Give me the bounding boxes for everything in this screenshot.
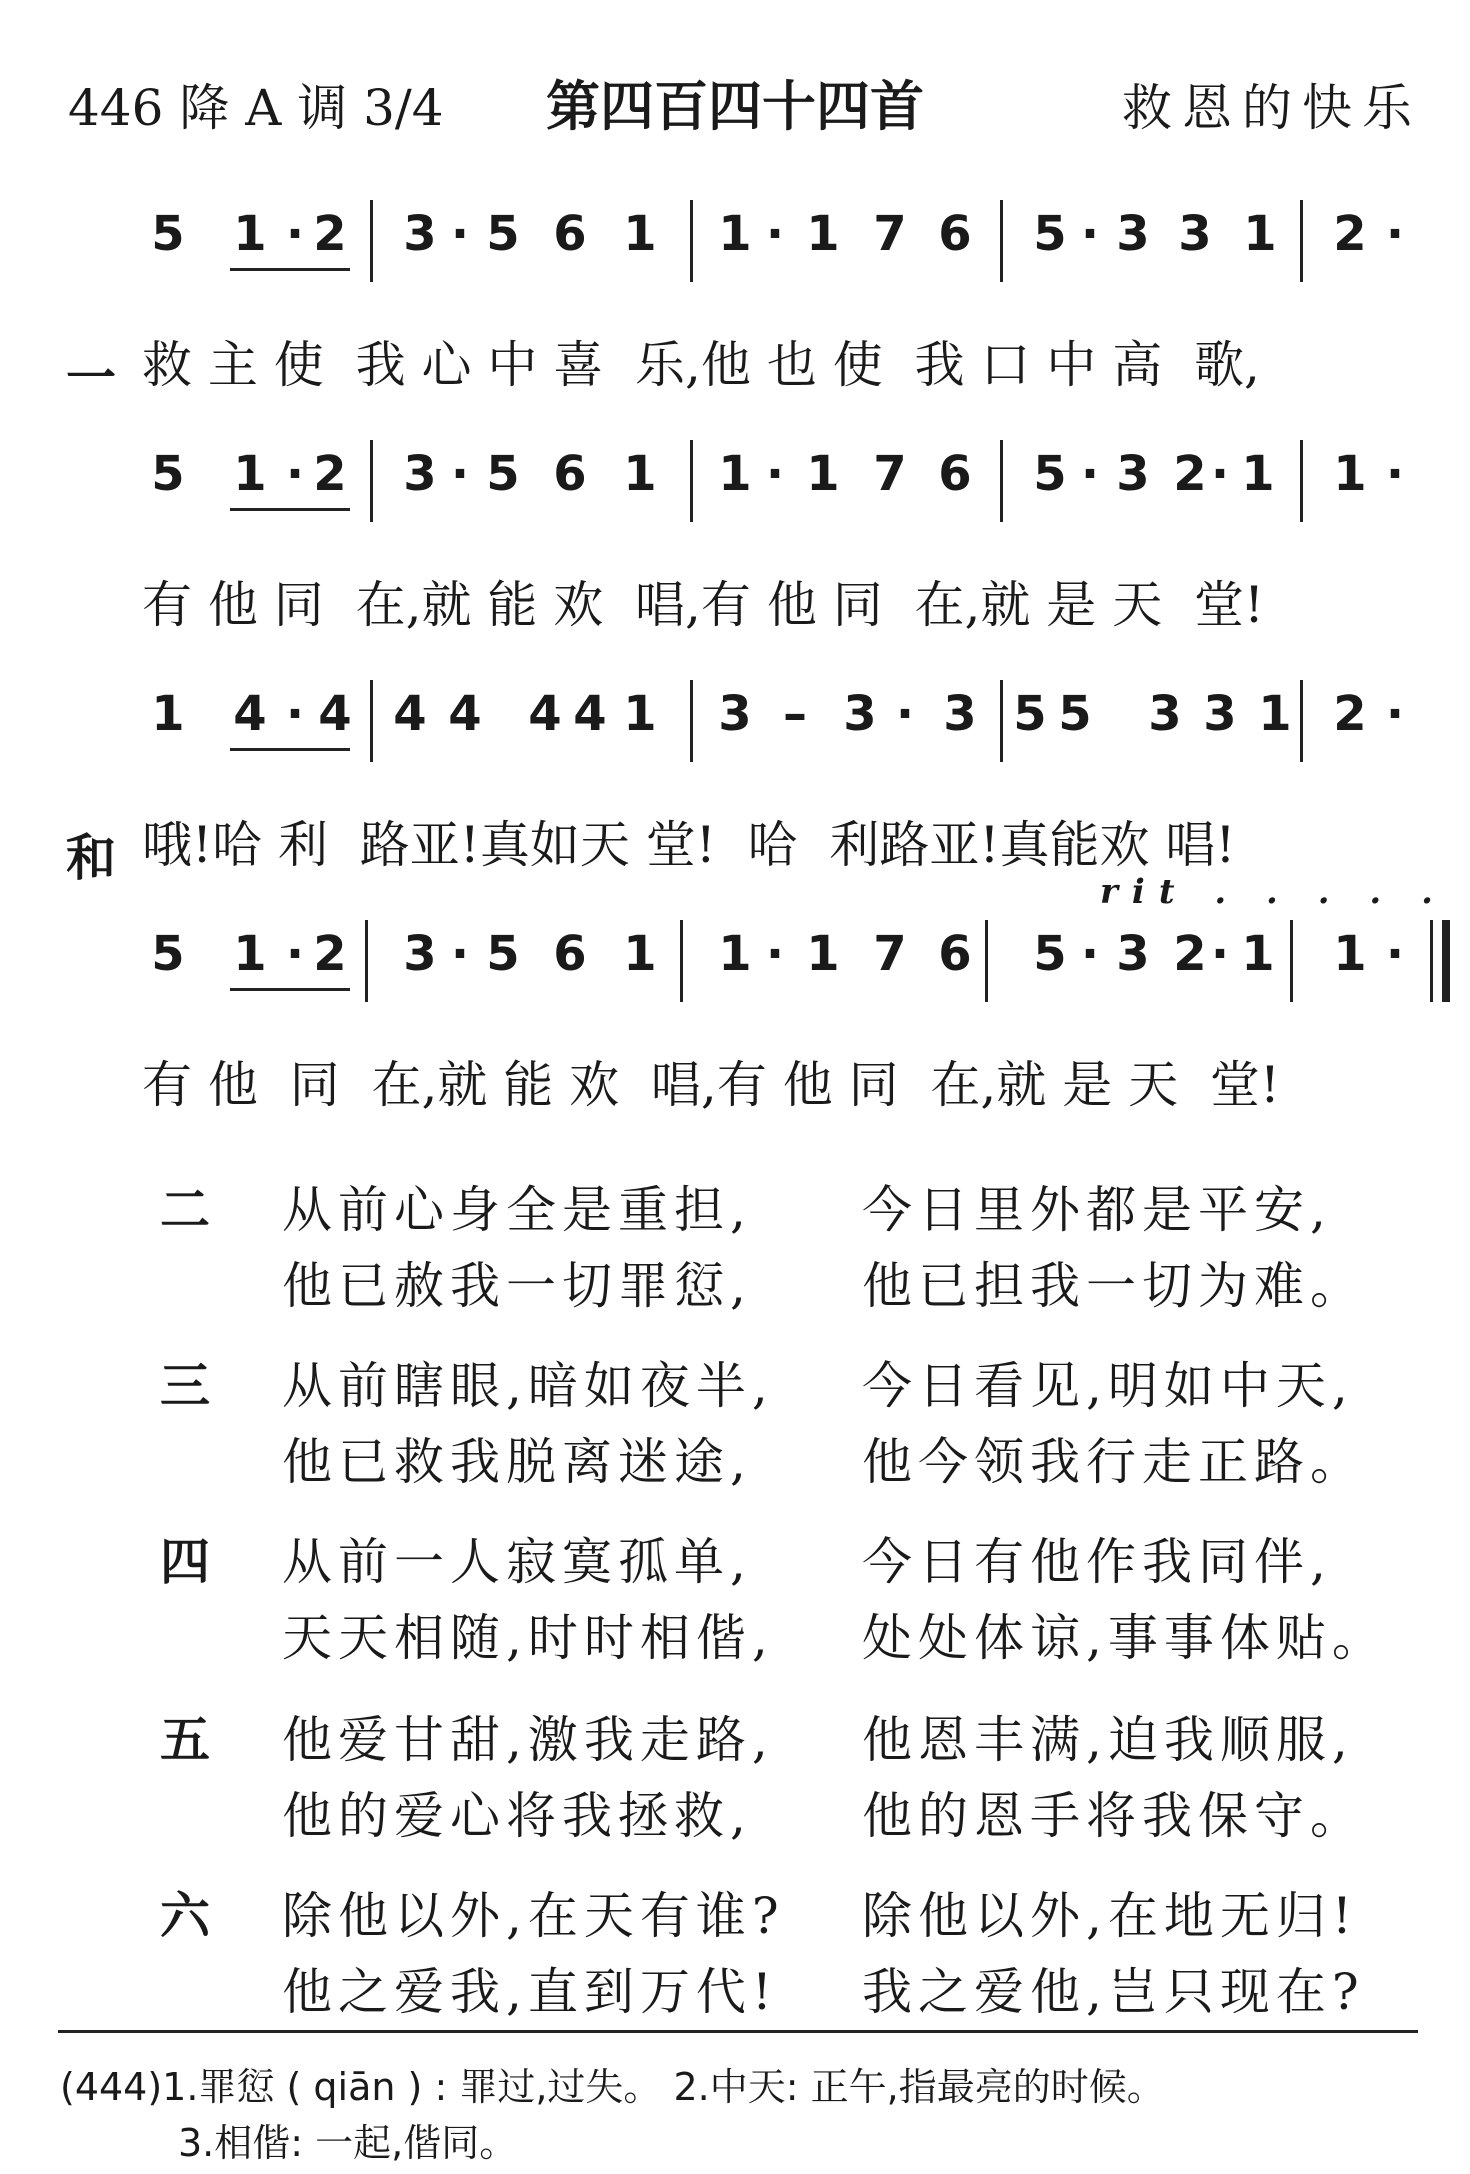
jianpu-note: 3 [1116, 206, 1150, 262]
jianpu-note: 1 [806, 926, 840, 982]
jianpu-note: 3 [718, 686, 752, 742]
verse-line: 他已赦我一切罪愆, [282, 1257, 752, 1315]
jianpu-note: 1 [1258, 686, 1292, 742]
jianpu-note: · [895, 686, 915, 742]
beam-underline [230, 508, 350, 511]
barline [680, 920, 683, 1002]
footnote-line: (444)1.罪愆 ( qiān ) : 罪过,过失。 2.中天: 正午,指最亮的时候。 [60, 2065, 1165, 2109]
barline [1300, 200, 1303, 282]
verse-number: 和 [66, 829, 116, 887]
jianpu-note: 1 [806, 206, 840, 262]
jianpu-note: · [765, 206, 785, 262]
jianpu-note: 6 [553, 926, 587, 982]
jianpu-note: 5 [486, 446, 520, 502]
jianpu-note: 2 [1333, 686, 1367, 742]
jianpu-note: · [1385, 446, 1405, 502]
jianpu-note: 6 [938, 446, 972, 502]
jianpu-note: · [1080, 206, 1100, 262]
jianpu-note: 4 [448, 686, 482, 742]
jianpu-note: 7 [873, 926, 907, 982]
jianpu-note: 1 [806, 446, 840, 502]
jianpu-note: 3 [403, 206, 437, 262]
jianpu-note: 1 [233, 926, 267, 982]
jianpu-note: 1 [623, 686, 657, 742]
hymn-key-info: 446 降 A 调 3/4 [68, 79, 444, 137]
verse-line: 从前一人寂寞孤单, [282, 1533, 752, 1591]
hymn-subtitle: 救恩的快乐 [1122, 79, 1422, 137]
jianpu-note: · [1385, 686, 1405, 742]
jianpu-note: 1 [718, 446, 752, 502]
jianpu-note: 4 [573, 686, 607, 742]
jianpu-note: 3 [1116, 446, 1150, 502]
verse-line: 从前瞎眼,暗如夜半, [282, 1357, 774, 1415]
verse-line: 我之爱他,岂只现在? [862, 1963, 1365, 2021]
jianpu-note: · [1210, 446, 1230, 502]
verse-line: 除他以外,在地无归! [862, 1887, 1358, 1945]
jianpu-note: 1 [233, 206, 267, 262]
jianpu-note: · [1385, 206, 1405, 262]
barline [690, 680, 693, 762]
verse-line: 他的恩手将我保守。 [862, 1787, 1366, 1845]
jianpu-note: 2 [313, 206, 347, 262]
jianpu-note: 1 [718, 926, 752, 982]
jianpu-note: 2 [1333, 206, 1367, 262]
barline [1000, 200, 1003, 282]
jianpu-note: 5 [486, 206, 520, 262]
jianpu-note: 3 [1148, 686, 1182, 742]
barline [370, 680, 373, 762]
jianpu-note: 3 [1178, 206, 1212, 262]
jianpu-note: 5 [1033, 206, 1067, 262]
jianpu-note: 2 [313, 926, 347, 982]
jianpu-note: 4 [318, 686, 352, 742]
jianpu-note: 5 [1058, 686, 1092, 742]
jianpu-note: – [783, 686, 807, 742]
barline [690, 200, 693, 282]
jianpu-note: 7 [873, 206, 907, 262]
jianpu-note: 6 [938, 926, 972, 982]
verse-line: 今日有他作我同伴, [862, 1533, 1332, 1591]
jianpu-note: 6 [553, 446, 587, 502]
jianpu-note: 3 [843, 686, 877, 742]
jianpu-note: 1 [1241, 446, 1275, 502]
ritardando-marking: rit . . . . . [1100, 872, 1447, 912]
barline [1000, 440, 1003, 522]
beam-underline [230, 748, 350, 751]
jianpu-note: · [765, 926, 785, 982]
barline [1300, 680, 1303, 762]
jianpu-note: 2 [1173, 446, 1207, 502]
verse-line: 他已救我脱离迷途, [282, 1433, 752, 1491]
lyric-line: 哦!哈 利 路亚!真如天 堂! 哈 利路亚!真能欢 唱! [142, 816, 1236, 874]
verse-line: 除他以外,在天有谁? [282, 1887, 785, 1945]
jianpu-note: 3 [403, 446, 437, 502]
barline [690, 440, 693, 522]
jianpu-note: · [450, 926, 470, 982]
hymn-title: 第四百四十四首 [546, 75, 924, 138]
jianpu-note: 5 [151, 926, 185, 982]
jianpu-note: 3 [1203, 686, 1237, 742]
lyric-line: 救 主 使 我 心 中 喜 乐,他 也 使 我 口 中 高 歌, [142, 336, 1260, 394]
jianpu-note: · [450, 206, 470, 262]
verse-line: 他之爱我,直到万代! [282, 1963, 778, 2021]
verse-line: 他已担我一切为难。 [862, 1257, 1366, 1315]
jianpu-note: · [285, 446, 305, 502]
lyric-line: 有 他 同 在,就 能 欢 唱,有 他 同 在,就 是 天 堂! [142, 1056, 1280, 1114]
verse-number: 五 [160, 1711, 210, 1769]
jianpu-note: 6 [553, 206, 587, 262]
jianpu-note: 2 [1173, 926, 1207, 982]
verse-line: 他今领我行走正路。 [862, 1433, 1366, 1491]
jianpu-note: 1 [1241, 926, 1275, 982]
verse-number: 四 [160, 1533, 210, 1591]
beam-underline [230, 988, 350, 991]
jianpu-note: · [1385, 926, 1405, 982]
barline [1290, 920, 1293, 1002]
verse-line: 天天相随,时时相偕, [282, 1609, 774, 1667]
verse-line: 处处体谅,事事体贴。 [862, 1609, 1388, 1667]
jianpu-note: 1 [718, 206, 752, 262]
verse-number: 三 [160, 1357, 210, 1415]
footnote-divider [58, 2030, 1418, 2033]
verse-number: 六 [160, 1887, 210, 1945]
jianpu-note: 3 [403, 926, 437, 982]
verse-line: 他爱甘甜,激我走路, [282, 1711, 774, 1769]
jianpu-note: 4 [393, 686, 427, 742]
jianpu-note: · [1080, 926, 1100, 982]
jianpu-note: 1 [1243, 206, 1277, 262]
jianpu-note: · [1210, 926, 1230, 982]
jianpu-note: 2 [313, 446, 347, 502]
jianpu-note: · [285, 686, 305, 742]
jianpu-note: 1 [623, 446, 657, 502]
barline [1300, 440, 1303, 522]
jianpu-note: 1 [623, 926, 657, 982]
barline [370, 440, 373, 522]
verse-line: 他的爱心将我拯救, [282, 1787, 752, 1845]
jianpu-note: 1 [1333, 926, 1367, 982]
jianpu-note: 3 [1116, 926, 1150, 982]
jianpu-note: 1 [151, 686, 185, 742]
jianpu-note: · [450, 446, 470, 502]
jianpu-note: 5 [1033, 446, 1067, 502]
barline [370, 200, 373, 282]
barline [985, 920, 988, 1002]
jianpu-note: 5 [1013, 686, 1047, 742]
jianpu-note: 5 [1033, 926, 1067, 982]
jianpu-note: 3 [943, 686, 977, 742]
lyric-line: 有 他 同 在,就 能 欢 唱,有 他 同 在,就 是 天 堂! [142, 576, 1265, 634]
jianpu-note: · [765, 446, 785, 502]
jianpu-note: · [1080, 446, 1100, 502]
jianpu-note: 5 [151, 206, 185, 262]
jianpu-note: 1 [233, 446, 267, 502]
verse-line: 今日里外都是平安, [862, 1181, 1332, 1239]
final-barline-thick [1442, 920, 1450, 1002]
jianpu-note: 1 [1333, 446, 1367, 502]
jianpu-note: · [285, 206, 305, 262]
jianpu-note: 1 [623, 206, 657, 262]
jianpu-note: 7 [873, 446, 907, 502]
verse-line: 从前心身全是重担, [282, 1181, 752, 1239]
jianpu-note: 4 [233, 686, 267, 742]
verse-number: 一 [66, 349, 116, 407]
verse-number: 二 [160, 1181, 210, 1239]
final-barline [1430, 920, 1433, 1002]
footnote-line: 3.相偕: 一起,偕同。 [178, 2121, 518, 2165]
jianpu-note: 5 [151, 446, 185, 502]
jianpu-note: · [285, 926, 305, 982]
verse-line: 他恩丰满,迫我顺服, [862, 1711, 1354, 1769]
barline [1000, 680, 1003, 762]
jianpu-note: 4 [528, 686, 562, 742]
barline [365, 920, 368, 1002]
jianpu-note: 5 [486, 926, 520, 982]
verse-line: 今日看见,明如中天, [862, 1357, 1354, 1415]
jianpu-note: 6 [938, 206, 972, 262]
beam-underline [230, 268, 350, 271]
